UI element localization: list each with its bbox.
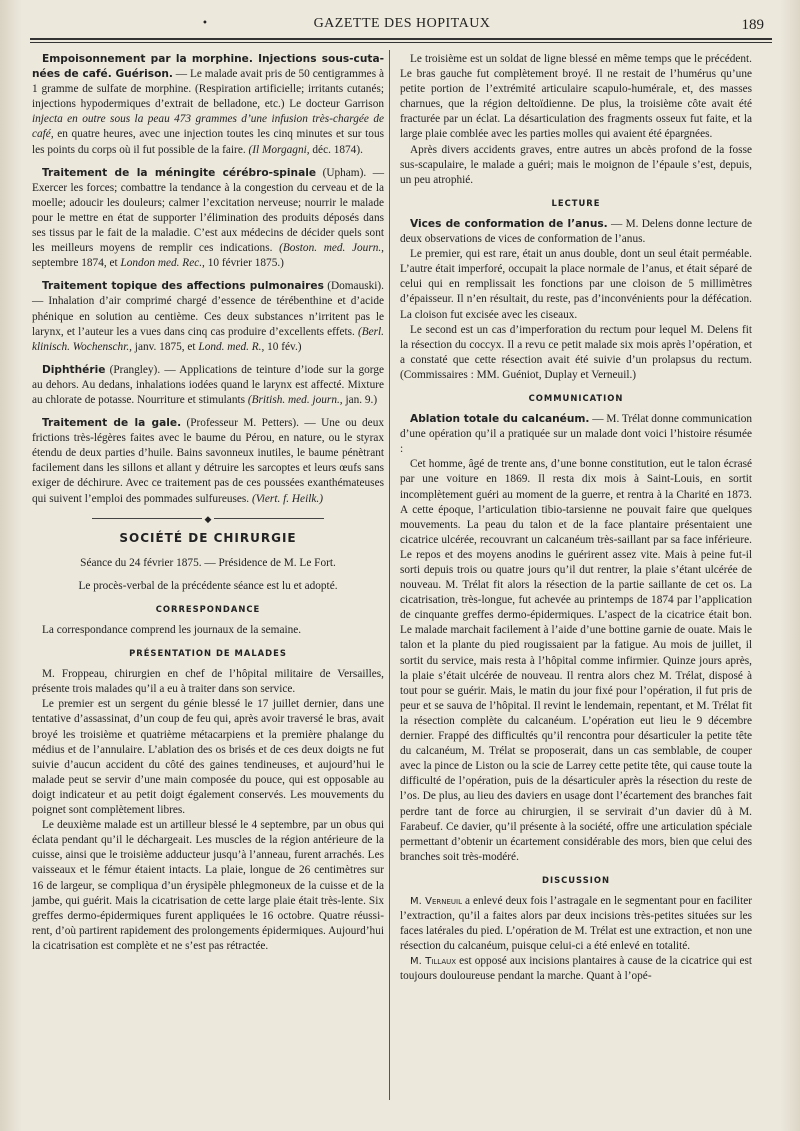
- proces-verbal: Le procès-verbal de la précédente séance est lu et adopté.: [78, 579, 338, 592]
- citation-date: 10 fév.): [264, 340, 302, 353]
- page-number: 189: [741, 17, 764, 33]
- citation-date: déc. 1874).: [309, 143, 363, 156]
- subsection-lecture: LECTURE: [551, 197, 601, 208]
- right-column: [400, 52, 752, 985]
- article-gale: [32, 416, 384, 507]
- presentation-case-1: Le premier est un sergent du génie blessé le 17 juillet dernier, dans une tentative d’assassinat, d’un coup de feu qui, après avoir traversé le bras, avait broyé les troisième et quatrième métacarpiens et la première phalange du médius et de l’annulaire. L’ablation des os brisés et de ces deux doigts ne fut suivie d’aucun accident du côté des gaines tendineuses, et aujourd’hui le malade peut se servir d’une main composée du pouce, qui est opposable au doigt indicateur et au petit doigt également conservés. Les mouvements du poignet sont complètement libres.: [32, 698, 384, 817]
- citation: (Il Morgagni,: [248, 143, 310, 156]
- article-meningite: [32, 166, 384, 272]
- seance-line: Séance du 24 février 1875. — Présidence de M. Le Fort.: [80, 556, 336, 569]
- lecture-intro: [400, 217, 752, 247]
- runin-heading: Traitement topique des affections pulmonaires: [42, 280, 324, 293]
- subsection-communication: COMMUNICATION: [528, 392, 624, 403]
- header-rule-thick: [30, 38, 772, 40]
- lecture-case-2: Le second est un cas d’imperforation du rectum pour lequel M. Delens fit la résection du coccyx. Il a revu ce petit malade six mois après l’opération, et a constaté que cette résection avait été suivie d’un prolapsus du rectum. (Commissaires : MM. Guéniot, Duplay et Verneuil.): [400, 323, 752, 381]
- citation-date: septembre 1874, et: [32, 257, 121, 270]
- citation-date: janv. 1875, et: [131, 340, 199, 353]
- correspondance-text: La correspondance comprend les journaux de la semaine.: [42, 624, 302, 636]
- citation-date: jan. 9.): [342, 393, 378, 406]
- runin-heading: Traitement de la méningite cérébro-spinale: [42, 166, 317, 179]
- body-text: (Upham). — Exercer les forces; combattre la tendance à la congestion du cerveau et de la moelle; adoucir les douleurs; calmer l’excitation nerveuse; nourrir le malade pour le mettre en état de supporter l’élimination des produits déposés dans ses tissus par le fait de la maladie. C’est aux médecins de décider quels sont les meilleurs moyens de remplir ces indications.: [32, 166, 384, 255]
- article-pulmonaire: [32, 279, 384, 354]
- presentation-intro: M. Froppeau, chirurgien en chef de l’hôpital militaire de Versailles, présente trois malades qu’il a eu à traiter dans son service.: [32, 668, 384, 696]
- citation: Lond. med. R.,: [198, 340, 265, 353]
- body-text: (Prangley). — Applications de teinture d’iode sur la gorge au dehors. Au dedans, inhalations iodées quand le larynx est affecté. Mixture au chlorate de potasse. Nourriture et stimulants: [32, 363, 384, 406]
- subsection-presentation: PRÉSENTATION DE MALADES: [129, 648, 287, 659]
- citation: (Boston. med. Journ.,: [279, 242, 385, 255]
- journal-title: GAZETTE DES HOPITAUX: [313, 16, 491, 31]
- header-rule-thin: [30, 42, 772, 43]
- citation-date: 10 février 1875.): [204, 257, 284, 270]
- citation: (Viert. f. Heilk.): [251, 492, 323, 505]
- presentation-case-3-followup: Après divers accidents graves, entre autres un abcès profond de la fosse sus-scapulaire, le malade a guéri; mais le moignon de l’épaule s’est, depuis, un peu atrophié.: [400, 143, 752, 186]
- body-text: — M. Delens donne lecture de deux observations de vices de conformation de l’anus.: [400, 217, 752, 246]
- runin-heading: Traitement de la gale.: [42, 417, 182, 430]
- speaker-name: M. Verneuil: [410, 895, 463, 907]
- runin-heading: Empoisonnement par la morphine. Injections sous-cutanées de café. Guérison.: [32, 53, 384, 81]
- body-text: (Professeur M. Petters). — Une ou deux frictions très-légères faites avec le baume du Pérou, en nature, ou le styrax étendu de deux parties d’huile. Bains savonneux inutiles, le baume pénètrant facilement dans les sillons et allant y détruire les sarcoptes et leurs œufs sans exiger de déchirure. Avec ce traitement pas de ces poussées exanthémateuses qui suivent l’emploi des pommades sulfureuses.: [32, 417, 384, 505]
- runin-heading: Vices de conformation de l’anus.: [410, 217, 608, 230]
- body-text: — M. Trélat donne communication d’une opération qu’il a pratiquée sur un malade dont voici l’histoire résumée :: [400, 413, 753, 456]
- body-text: (Domauski). — Inhalation d’air comprimé chargé d’essence de térébenthine et d’acide phénique en solution au centième. Ces deux substances n’irritent pas le larynx, et l’auteur les a vues dans cinq cas produire d’excellents effets.: [32, 280, 384, 338]
- presentation-case-3: Le troisième est un soldat de ligne blessé en même temps que le précédent. Le bras gauche fut complètement broyé. Il ne restait de l’humérus qu’une petite portion de l’extrémité articulaire scapulo-humérale, et, des masses charnues, que la région deltoïdienne. De plus, la troisième côte avait été fracturée par un éclat. La désarticulation des fragments osseux fut faite, et la large plaie comblée avec les parties molles qui avaient été épargnées.: [400, 53, 752, 141]
- communication-case: Cet homme, âgé de trente ans, d’une bonne constitution, eut le talon écrasé par une voiture en 1869. Il resta dix mois à Saint-Louis, en sortit incomplètement guéri au moment de la guerre, et rentra à la Charité en 1873. A cette époque, l’articulation tibio-tarsienne ne pouvait faire que quelques mouvements. La peau du talon et de la face plantaire présentaient une cicatrice ulcérée, recouvrant un calcanéum très-saillant par sa face inférieure. Le repos et des moyens anodins le guérirent assez vite. Mais à peine fut-il sorti depuis trois ou quatre jours qu’il dut rentrer, la plaie s’étant ulcérée de nouveau. M. Trélat fit alors la résection de la partie saillante de cet os. La cicatrisation, très-longue, fut achevée au printemps de 1874 par l’application de cinquante greffes dermo-épidermiques. L’aspect de la cicatrice était bon. Le malade marchait facilement à l’aide d’une bottine garnie de ouate. Mais le talon et la plante du pied rougissaient par la fatigue. Au mois de juillet, il sortit du service, mais resta à l’hôpital comme infirmier. Quinze jours après, la plaie s’était ulcérée de nouveau. Il rentra alors chez M. Trélat, disposé à tout pour se guérir. Mais, le matin du jour fixé pour l’opération, il fut pris de peur et se sauva de l’hôpital. Il revint le lendemain, repentant, et M. Trélat fit la résection complète du calcanéum. L’opération eut lieu le 9 décembre dernier. Frappé des difficultés qu’il rencontra pour désarticuler la petite tête du calcanéum, M. Trélat se proposerait, dans un cas semblable, de couper avec la pince de Liston ou la scie de Larrey cette petite tête, qui cause toute la difficulté de l’opération, puis de la désarticuler après la résection du reste de l’os. De plus, au lieu des daviers en usage dont l’écartement des branches fait perdre tant de force au chirurgien, il se servirait d’un davier dû à M. Farabeuf. Ce davier, qu’il présente à la société, offre une articulation spéciale permettant d’obtenir un écartement considérable des mors, bien que celui des branches soit très-modéré.: [400, 458, 752, 863]
- article-diphtherie: [32, 363, 384, 408]
- subsection-discussion: DISCUSSION: [542, 874, 610, 885]
- presentation-case-2: Le deuxième malade est un artilleur blessé le 4 septembre, par un obus qui éclata pendant qu’il le déchargeait. Les muscles de la région antérieure de la cuisse, ainsi que le troisième adducteur jusqu’à l’anneau, furent arrachés. Les vaisseaux et le fémur étaient intacts. La plaie, longue de 26 centimètres sur 16 de largeur, se compliqua d’un érysipèle phlegmoneux de la cuisse et de la jambe, qui guérit. Mais la cicatrisation de cette large plaie était très-lente. Six greffes dermo-épidermiques furent appliquées le 16 octobre. Quatre réussirent, d’où partirent rapidement des prolongements épidermiques. Aujourd’hui la cicatrisation est complète et ne s’est pas rétractée.: [32, 819, 384, 952]
- left-column: [32, 52, 384, 954]
- body-text: en quatre heures, avec une injection toutes les cinq minutes et sur tous les points du corps où il fut possible de la faire.: [32, 128, 384, 156]
- speaker-name: M. Tillaux: [410, 956, 457, 968]
- article-morphine: [32, 52, 384, 158]
- page-header: [32, 16, 772, 38]
- communication-intro: [400, 412, 752, 457]
- body-text: a enlevé deux fois l’astragale en le segmentant pour en faciliter l’extraction, qu’il a faites alors par deux incisions très-petites situées sur les faces latérales du pied. L’opération de M. Trélat est une extraction, et non une résection du calcanéum, puisque celui-ci a été enlevé en totalité.: [400, 894, 752, 953]
- section-title: SOCIÉTÉ DE CHIRURGIE: [119, 530, 297, 545]
- citation: London med. Rec.,: [120, 257, 205, 270]
- citation: (British. med. journ.,: [247, 393, 343, 406]
- discussion-verneuil: [400, 894, 752, 954]
- discussion-tillaux: [400, 954, 752, 984]
- section-ornament: [92, 513, 324, 523]
- header-dot: •: [202, 18, 208, 29]
- citation: (Berl. klinisch. Wochenschr.,: [32, 325, 384, 353]
- body-text: est opposé aux incisions plantaires à cause de la cicatrice qui est toujours douloureuse pendant la marche. Quant à l’opé-: [400, 955, 752, 983]
- body-text: — Le malade avait pris de 50 centigrammes à 1 gramme de sulfate de morphine. (Respiration artificielle; irritants cutanés; injections hypodermiques d’extrait de belladone, etc.) Le docteur Garrison: [32, 68, 384, 111]
- runin-heading: Diphthérie: [42, 363, 106, 376]
- subsection-correspondance: CORRESPONDANCE: [155, 603, 261, 614]
- runin-heading: Ablation totale du calcanéum.: [410, 413, 590, 426]
- diamond-icon: ◆: [202, 514, 215, 524]
- italic-text: injecta en outre sous la peau 473 grammes d’une infusion très-chargée de café,: [32, 113, 384, 141]
- column-divider: [389, 50, 390, 1100]
- lecture-case-1: Le premier, qui est rare, était un anus double, dont un seul était perméable. L’autre était imperforé, occupait la place normale de l’anus, et était séparé de celui qui en remplissait les fonctions par une cloison de 5 millimètres d’épaisseur. Il n’en résultait, du reste, pas d’inconvénients pour la défécation. La cloison fut excisée avec les ciseaux.: [400, 248, 752, 321]
